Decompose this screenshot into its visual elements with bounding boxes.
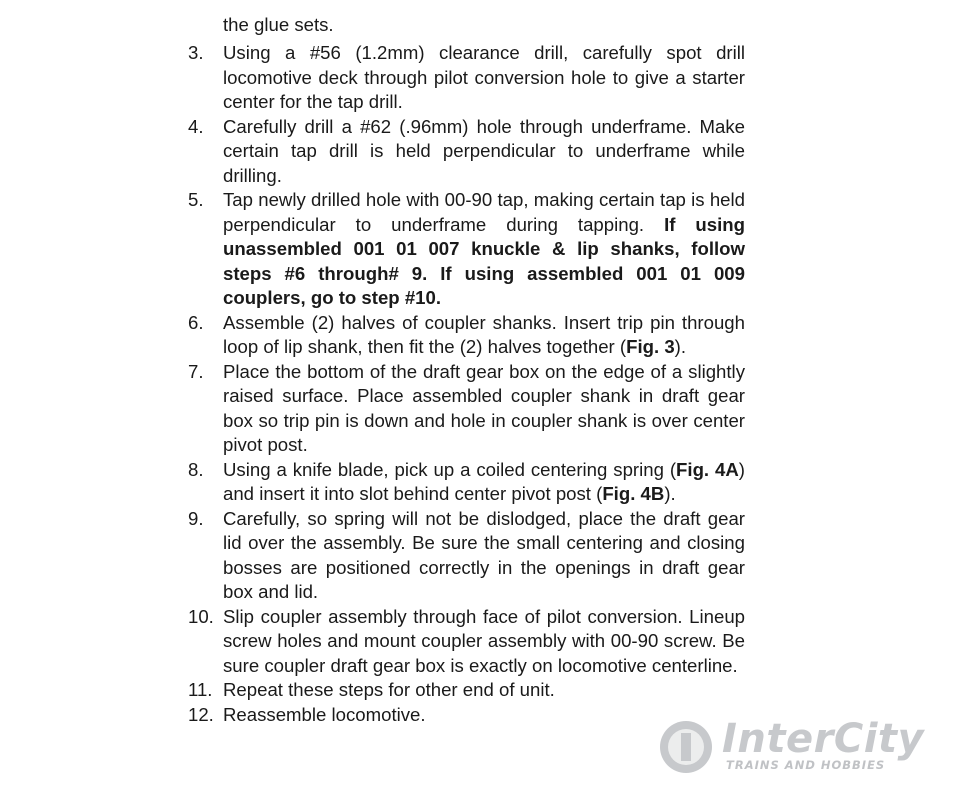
step-text-regular: ).: [664, 483, 676, 504]
step-number: 11.: [188, 679, 213, 700]
step-number: 4.: [188, 115, 204, 137]
step-number: 5.: [188, 189, 204, 210]
step-text: Slip coupler assembly through face of pilot conversion. Lineup screw holes and mount coupler assembly with 00-90 screw. Be sure coupler draft gear box is exactly on locomotive centerline.: [223, 605, 745, 676]
step-number: 7.: [188, 360, 204, 382]
step-text-regular: Using a knife blade, pick up a coiled centering spring (: [223, 458, 677, 480]
step-text: Place the bottom of the draft gear box on the edge of a slightly raised surface. Place assembled coupler shank in draft gear box so trip pin is down and hole in coupler shank is over center pivot post.: [223, 360, 745, 455]
list-item-step-10: [188, 605, 748, 679]
figure-reference: Fig. 3: [626, 336, 675, 357]
step-number: 8.: [188, 458, 204, 480]
step-text-regular: ).: [674, 336, 687, 357]
logo-name: InterCity: [722, 716, 925, 762]
step-text: [223, 188, 745, 311]
step-text-regular: Tap newly drilled hole with 00-90 tap, making certain tap is held perpendicular to underframe during tapping.: [223, 189, 745, 235]
list-item-step-5: [188, 188, 748, 311]
step-text-regular: ) and insert it into slot behind center pivot post (: [223, 458, 745, 504]
step-number: 9.: [188, 507, 204, 529]
list-item-step-7: [188, 360, 748, 458]
step-text: Carefully drill a #62 (.96mm) hole through underframe. Make certain tap drill is held perpendicular to underframe while drilling.: [223, 115, 745, 186]
step-number: 10.: [188, 605, 214, 627]
logo-tagline: TRAINS AND HOBBIES: [726, 758, 886, 772]
step-number: 3.: [188, 42, 204, 63]
list-item-step-4: [188, 115, 748, 189]
continuation-text: the glue sets.: [223, 14, 334, 35]
ic-badge-icon: [660, 721, 712, 773]
list-item-step-9: [188, 507, 748, 605]
step-text: [223, 458, 745, 507]
step-number: 12.: [188, 703, 214, 725]
steps-list: [188, 41, 748, 727]
step-text: Reassemble locomotive.: [223, 703, 426, 725]
step-number: 6.: [188, 311, 204, 333]
intercity-watermark-logo: [660, 718, 930, 778]
list-item-step-6: [188, 311, 748, 360]
list-item-step-8: [188, 458, 748, 507]
list-item-step-11: [188, 678, 748, 703]
step-text-bold: If using unassembled 001 01 007 knuckle & lip shanks, follow steps #6 through# 9. If using assembled 001 01 009 couplers, go to step #10.: [223, 213, 745, 308]
step-text: [223, 311, 745, 360]
step-text: Using a #56 (1.2mm) clearance drill, carefully spot drill locomotive deck through pilot conversion hole to give a starter center for the tap drill.: [223, 42, 745, 112]
figure-reference: Fig. 4A: [676, 458, 739, 480]
step-text: Repeat these steps for other end of unit.: [223, 679, 555, 700]
step-text-regular: Assemble (2) halves of coupler shanks. Insert trip pin through loop of lip shank, then fit the (2) halves together (: [223, 311, 745, 357]
step-text: Carefully, so spring will not be dislodged, place the draft gear lid over the assembly. Be sure the small centering and closing bosses are positioned correctly in the openings in draft gear box and lid.: [223, 507, 745, 602]
figure-reference: Fig. 4B: [602, 483, 665, 504]
list-item-step-3: [188, 41, 748, 115]
